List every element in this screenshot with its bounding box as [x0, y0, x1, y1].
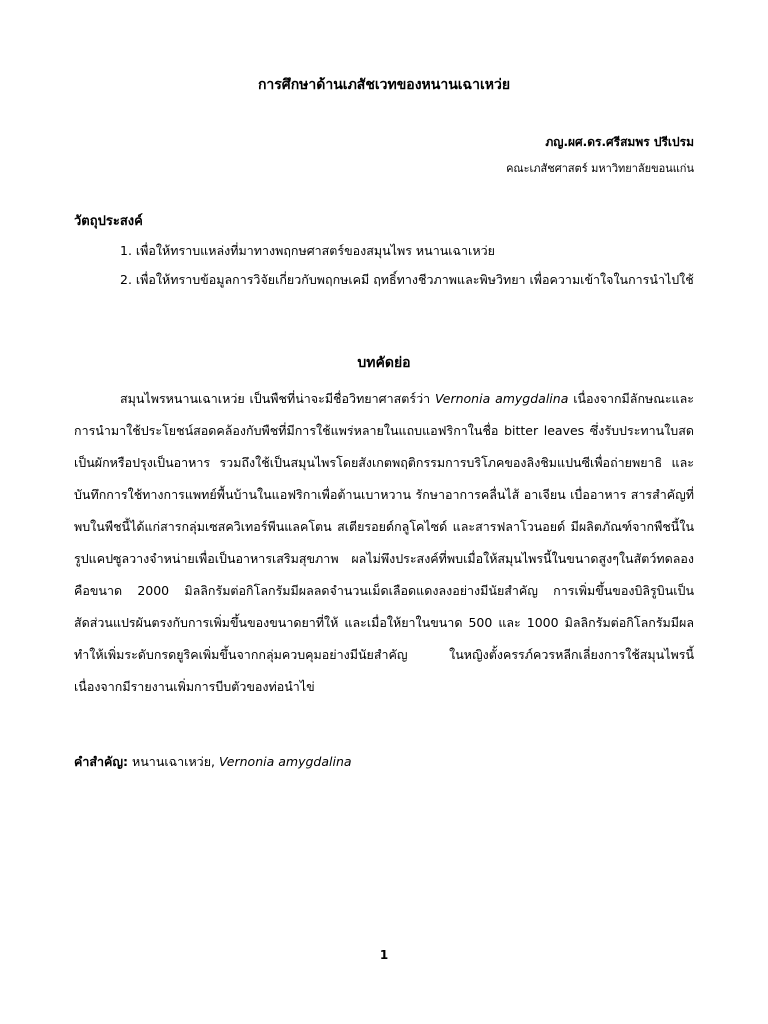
author-name: ภญ.ผศ.ดร.ศรีสมพร ปรีเปรม [545, 135, 694, 149]
keywords-thai: หนานเฉาเหว่ย, [128, 754, 219, 769]
page-number: 1 [379, 948, 389, 962]
keywords-latin: Vernonia amygdalina [218, 754, 352, 769]
objectives-heading: วัตถุประสงค์ [74, 214, 143, 229]
page-title: การศึกษาด้านเภสัชเวทของหนานเฉาเหว่ย [257, 77, 511, 93]
abstract-heading: บทคัดย่อ [357, 355, 411, 371]
abstract-text-part2: เนื่องจากมีลักษณะและการนำมาใช้ประโยชน์สอดคล้องกับพืชที่มีการใช้แพร่หลายในแถบแอฟริกาในชื่อ bitter leaves ซึ่งรับประทานใบสดเป็นผักหรือปรุงเป็นอาหาร รวมถึงใช้เป็นสมุนไพรโดยสังเกตพฤติกรรมการบริโภคของลิงชิมแปนซีเพื่อถ่ายพยาธิ และบันทึกการใช้ทางการแพทย์พื้นบ้านในแอฟริกาเพื่อต้านเบาหวาน รักษาอาการคลื่นไส้ อาเจียน เบื่ออาหาร สารสำคัญที่พบในพืชนี้ได้แก่สารกลุ่มเซสควิเทอร์พีนแลคโตน สเตียรอยด์กลูโคไซด์ และสารฟลาโวนอยด์ มีผลิตภัณฑ์จากพืชนี้ในรูปแคปซูลวางจำหน่ายเพื่อเป็นอาหารเสริมสุขภาพ ผลไม่พึงประสงค์ที่พบเมื่อให้สมุนไพรนี้ในขนาดสูงๆในสัตว์ทดลอง คือขนาด 2000 มิลลิกรัมต่อกิโลกรัมมีผลลดจำนวนเม็ดเลือดแดงลงอย่างมีนัยสำคัญ การเพิ่มขึ้นของบิลิรูบินเป็นสัดส่วนแปรผันตรงกับการเพิ่มขึ้นของขนาดยาที่ให้ และเมื่อให้ยาในขนาด 500 และ 1000 มิลลิกรัมต่อกิโลกรัมมีผลทำให้เพิ่มระดับกรดยูริคเพิ่มขึ้นจากกลุ่มควบคุมอย่างมีนัยสำคัญ ในหญิงตั้งครรภ์ควรหลีกเลี่ยงการใช้สมุนไพรนี้เนื่องจากมีรายงานเพิ่มการบีบตัวของท่อนำไข่ [74, 391, 694, 694]
objective-item-2: 2. เพื่อให้ทราบข้อมูลการวิจัยเกี่ยวกับพฤกษเคมี ฤทธิ์ทางชีวภาพและพิษวิทยา เพื่อความเข้าใจในการนำไปใช้ [120, 272, 694, 287]
abstract-text-part1: สมุนไพรหนานเฉาเหว่ย เป็นพืชที่น่าจะมีชื่อวิทยาศาสตร์ว่า [120, 391, 435, 406]
abstract-species-name: Vernonia amygdalina [434, 391, 569, 406]
keywords-label: คำสำคัญ: [74, 754, 129, 769]
objective-item-1: 1. เพื่อให้ทราบแหล่งที่มาทางพฤกษศาสตร์ของสมุนไพร หนานเฉาเหว่ย [120, 243, 495, 258]
keywords [74, 752, 352, 772]
abstract-body [74, 383, 694, 703]
author-affiliation: คณะเภสัชศาสตร์ มหาวิทยาลัยขอนแก่น [506, 162, 694, 175]
